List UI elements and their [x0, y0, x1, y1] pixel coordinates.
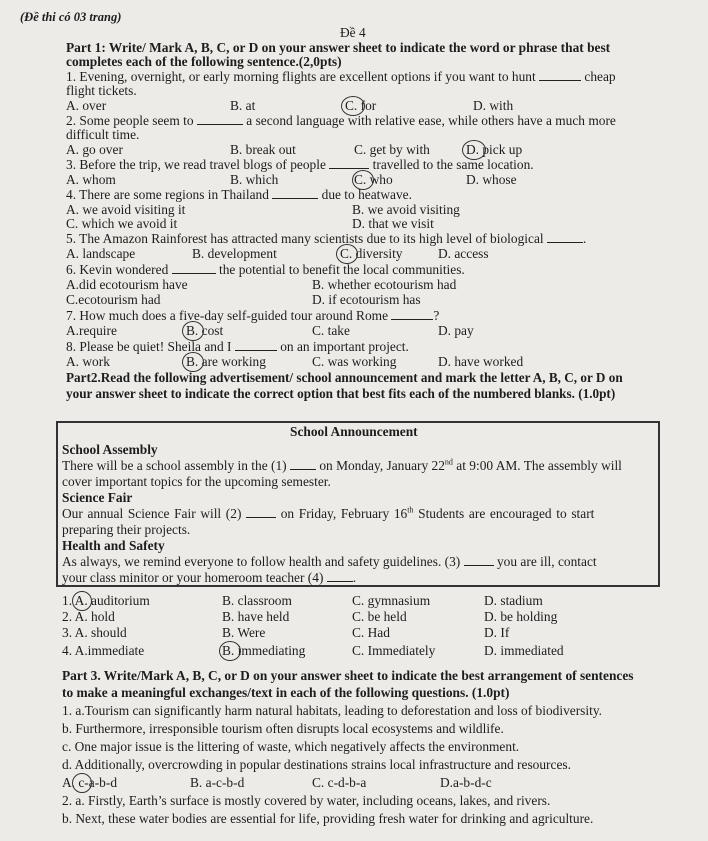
safety-line-2: your class minitor or your homeroom teacher (4) .: [62, 570, 357, 585]
part3-instruction-1: Part 3. Write/Mark A, B, C, or D on your answer sheet to indicate the best arrangement of sentences: [62, 668, 634, 683]
q1-option-d[interactable]: D. with: [473, 98, 514, 113]
fair-heading: Science Fair: [62, 490, 133, 505]
q1-stem: 1. Evening, overnight, or early morning flights are excellent options if you want to hunt cheap: [66, 69, 616, 84]
q6-option-c[interactable]: C.ecotourism had: [66, 292, 161, 307]
assembly-line-1: There will be a school assembly in the (1) on Monday, January 22nd at 9:00 AM. The assembly will: [62, 457, 622, 473]
part2-instruction-2: your answer sheet to indicate the correct option that best fits each of the numbered blanks. (1.0pt): [66, 386, 616, 401]
q2-option-a[interactable]: A. go over: [66, 142, 123, 157]
p3-q1-sentence-a: 1. a.Tourism can significantly harm natural habitats, leading to deforestation and loss of biodiversity.: [62, 703, 603, 718]
q7-option-b[interactable]: B. cost: [186, 323, 224, 338]
q7-option-a[interactable]: A.require: [66, 323, 117, 338]
answer-circle-mark: [182, 321, 204, 341]
q1-option-c[interactable]: C. for: [345, 98, 377, 113]
q3-stem: 3. Before the trip, we read travel blogs of people travelled to the same location.: [66, 157, 534, 172]
q7-option-c[interactable]: C. take: [312, 323, 350, 338]
p2-q4-option-a[interactable]: 4. A.immediate: [62, 643, 145, 658]
q4-option-c[interactable]: C. which we avoid it: [66, 216, 178, 231]
p2-q4-option-c[interactable]: C. Immediately: [352, 643, 436, 658]
fair-line-2: preparing their projects.: [62, 522, 191, 537]
part1-instruction-2: completes each of the following sentence.(2,0pts): [66, 54, 342, 69]
exam-code: Đề 4: [340, 25, 366, 40]
q5-option-c[interactable]: C. diversity: [340, 246, 403, 261]
q2-option-d[interactable]: D. pick up: [466, 142, 523, 157]
p2-q4-option-d[interactable]: D. immediated: [484, 643, 564, 658]
p3-q1-option-a[interactable]: A. c-a-b-d: [62, 775, 118, 790]
q7-option-d[interactable]: D. pay: [438, 323, 474, 338]
p2-q3-option-b[interactable]: B. Were: [222, 625, 266, 640]
q8-option-c[interactable]: C. was working: [312, 354, 397, 369]
q3-option-d[interactable]: D. whose: [466, 172, 517, 187]
part1-instruction-1: Part 1: Write/ Mark A, B, C, or D on your answer sheet to indicate the word or phrase that best: [66, 40, 611, 55]
p2-q2-option-d[interactable]: D. be holding: [484, 609, 558, 624]
q6-option-a[interactable]: A.did ecotourism have: [66, 277, 188, 292]
q4-stem: 4. There are some regions in Thailand due to heatwave.: [66, 187, 412, 202]
safety-heading: Health and Safety: [62, 538, 165, 553]
p2-q3-option-c[interactable]: C. Had: [352, 625, 390, 640]
p3-q1-sentence-d: d. Additionally, overcrowding in popular destinations strains local infrastructure and resources.: [62, 757, 571, 772]
p2-q2-option-c[interactable]: C. be held: [352, 609, 407, 624]
announcement-title: School Announcement: [290, 424, 418, 439]
p2-q4-option-b[interactable]: B. immediating: [222, 643, 306, 658]
p3-q1-option-c[interactable]: C. c-d-b-a: [312, 775, 367, 790]
safety-line-1: As always, we remind everyone to follow health and safety guidelines. (3) you are ill, contact: [62, 554, 597, 569]
part3-instruction-2: to make a meaningful exchanges/text in each of the following questions. (1.0pt): [62, 685, 510, 700]
q1-option-a[interactable]: A. over: [66, 98, 107, 113]
part2-instruction-1: Part2.Read the following advertisement/ school announcement and mark the letter A, B, C, or D on: [66, 370, 623, 385]
answer-circle-mark: [72, 591, 92, 611]
q8-option-b[interactable]: B. are working: [186, 354, 266, 369]
q3-option-a[interactable]: A. whom: [66, 172, 116, 187]
q5-option-d[interactable]: D. access: [438, 246, 489, 261]
q4-option-a[interactable]: A. we avoid visiting it: [66, 202, 186, 217]
q7-stem: 7. How much does a five-day self-guided tour around Rome ?: [66, 308, 440, 323]
q2-option-b[interactable]: B. break out: [230, 142, 296, 157]
q1-option-b[interactable]: B. at: [230, 98, 256, 113]
q8-option-d[interactable]: D. have worked: [438, 354, 524, 369]
q6-option-b[interactable]: B. whether ecotourism had: [312, 277, 457, 292]
q1-stem-2: flight tickets.: [66, 83, 137, 98]
q3-option-b[interactable]: B. which: [230, 172, 279, 187]
answer-circle-mark: [219, 641, 241, 661]
q2-stem-2: difficult time.: [66, 127, 140, 142]
q8-option-a[interactable]: A. work: [66, 354, 110, 369]
p2-q1-option-b[interactable]: B. classroom: [222, 593, 292, 608]
p2-q3-option-d[interactable]: D. If: [484, 625, 510, 640]
q5-stem: 5. The Amazon Rainforest has attracted many scientists due to its high level of biological .: [66, 231, 587, 246]
p2-q2-option-b[interactable]: B. have held: [222, 609, 290, 624]
q2-stem: 2. Some people seem to a second language with relative ease, while others have a much more: [66, 113, 616, 128]
q3-option-c[interactable]: C. who: [354, 172, 393, 187]
assembly-line-2: cover important topics for the upcoming semester.: [62, 474, 331, 489]
p2-q1-option-d[interactable]: D. stadium: [484, 593, 543, 608]
p2-q3-option-a[interactable]: 3. A. should: [62, 625, 127, 640]
q5-option-a[interactable]: A. landscape: [66, 246, 136, 261]
q5-option-b[interactable]: B. development: [192, 246, 277, 261]
p3-q1-sentence-c: c. One major issue is the littering of waste, which negatively affects the environment.: [62, 739, 520, 754]
answer-circle-mark: [72, 773, 92, 793]
q6-option-d[interactable]: D. if ecotourism has: [312, 292, 421, 307]
q6-stem: 6. Kevin wondered the potential to benefit the local communities.: [66, 262, 465, 277]
answer-circle-mark: [182, 352, 204, 372]
p3-q2-sentence-b: b. Next, these water bodies are essential for life, providing fresh water for drinking and agriculture.: [62, 811, 594, 826]
p3-q1-sentence-b: b. Furthermore, irresponsible tourism often disrupts local ecosystems and wildlife.: [62, 721, 504, 736]
p3-q1-option-d[interactable]: D.a-b-d-c: [440, 775, 492, 790]
p2-q1-option-c[interactable]: C. gymnasium: [352, 593, 431, 608]
assembly-heading: School Assembly: [62, 442, 158, 457]
p2-q2-option-a[interactable]: 2. A. hold: [62, 609, 115, 624]
fair-line-1: Our annual Science Fair will (2) on Friday, February 16th Students are encouraged to start: [62, 505, 595, 521]
q4-option-b[interactable]: B. we avoid visiting: [352, 202, 460, 217]
p3-q2-sentence-a: 2. a. Firstly, Earth’s surface is mostly covered by water, including oceans, lakes, and rivers.: [62, 793, 551, 808]
p3-q1-option-b[interactable]: B. a-c-b-d: [190, 775, 245, 790]
q2-option-c[interactable]: C. get by with: [354, 142, 430, 157]
q8-stem: 8. Please be quiet! Sheila and I on an important project.: [66, 339, 409, 354]
q4-option-d[interactable]: D. that we visit: [352, 216, 434, 231]
header-note: (Đề thi có 03 trang): [20, 10, 122, 24]
p2-q1-option-a[interactable]: 1. A. auditorium: [62, 593, 150, 608]
answer-circle-mark: [336, 244, 358, 264]
